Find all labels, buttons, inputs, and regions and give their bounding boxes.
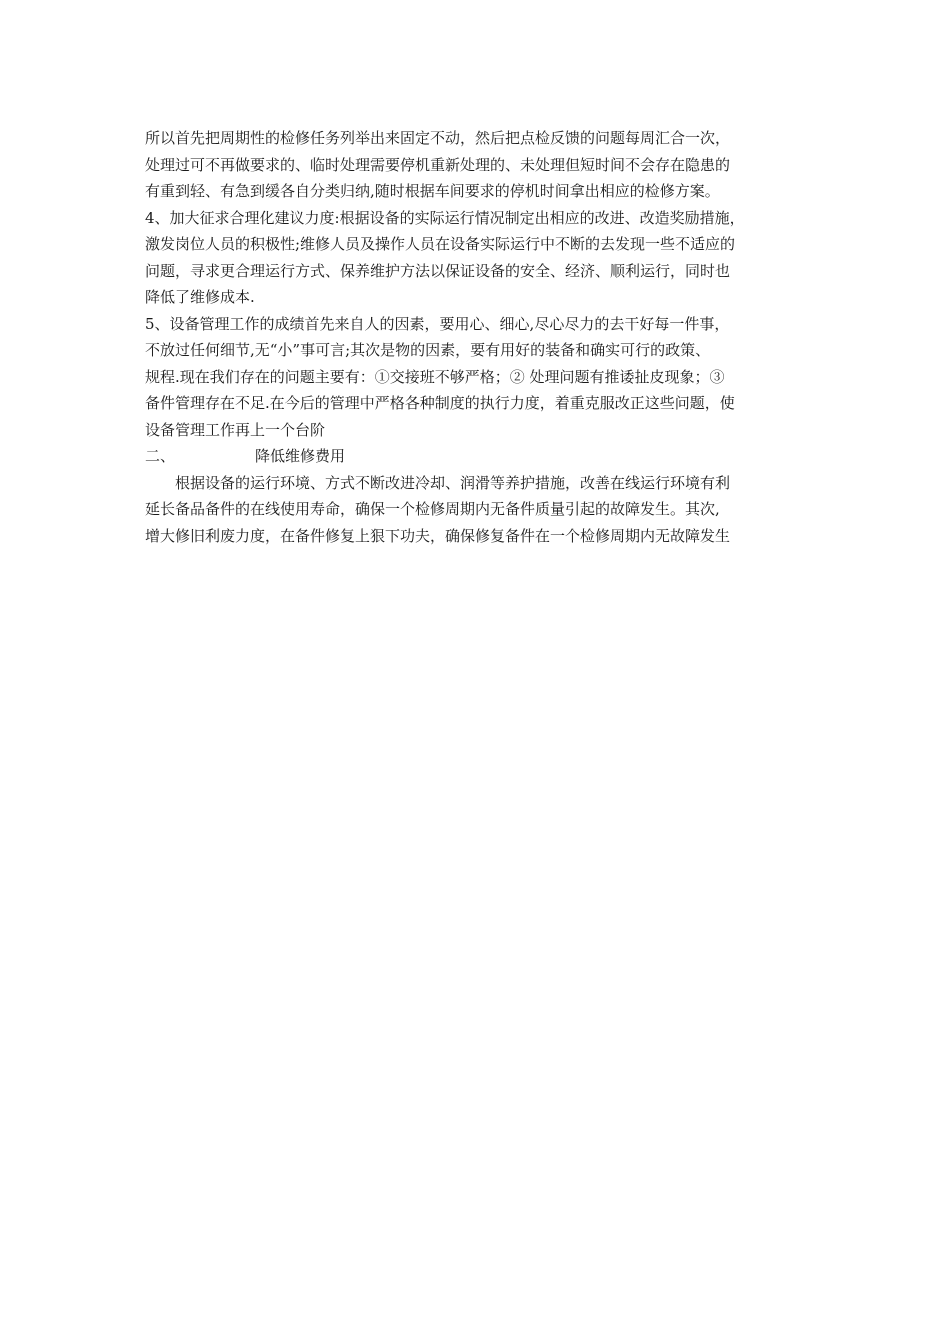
text-line: 增大修旧利废力度，在备件修复上狠下功夫，确保修复备件在一个检修周期内无故障发生 [145,526,731,545]
text-line: 所以首先把周期性的检修任务列举出来固定不动，然后把点检反馈的问题每周汇合一次， [145,129,731,147]
text-line: 备件管理存在不足.在今后的管理中严格各种制度的执行力度，着重克服改正这些问题，使 [145,394,735,412]
document-body [145,125,817,549]
text-line: 激发岗位人员的积极性;维修人员及操作人员在设备实际运行中不断的去发现一些不适应的 [145,235,736,253]
text-line: 5、设备管理工作的成绩首先来自人的因素，要用心、细心,尽心尽力的去干好每一件事， [145,314,730,333]
text-line: 延长备品备件的在线使用寿命，确保一个检修周期内无备件质量引起的故障发生。其次, [145,500,720,518]
paragraph-item-4 [145,205,817,311]
text-line: 处理过可不再做要求的、临时处理需要停机重新处理的、未处理但短时间不会存在隐患的 [145,155,731,174]
section-heading [145,443,817,470]
text-line: 设备管理工作再上一个台阶 [145,420,326,439]
text-line: 根据设备的运行环境、方式不断改进冷却、润滑等养护措施，改善在线运行环境有利 [175,473,731,492]
text-line: 降低了维修成本. [145,288,255,306]
section-number: 二、 [145,447,176,465]
text-line: 不放过任何细节,无“小”事可言;其次是物的因素，要有用好的装备和确实可行的政策、 [145,341,711,359]
paragraph-reduce-costs [145,470,817,550]
text-line: 4、加大征求合理化建议力度:根据设备的实际运行情况制定出相应的改进、改造奖励措施， [145,208,745,227]
paragraph-item-5 [145,311,817,444]
text-line: 有重到轻、有急到缓各自分类归纳,随时根据车间要求的停机时间拿出相应的检修方案。 [145,182,720,200]
paragraph-maintenance-schedule [145,125,817,205]
section-title: 降低维修费用 [255,447,346,465]
text-line: 规程.现在我们存在的问题主要有：①交接班不够严格；② 处理问题有推诿扯皮现象；③ [145,367,725,386]
text-line: 问题，寻求更合理运行方式、保养维护方法以保证设备的安全、经济、顺利运行，同时也 [145,261,731,280]
